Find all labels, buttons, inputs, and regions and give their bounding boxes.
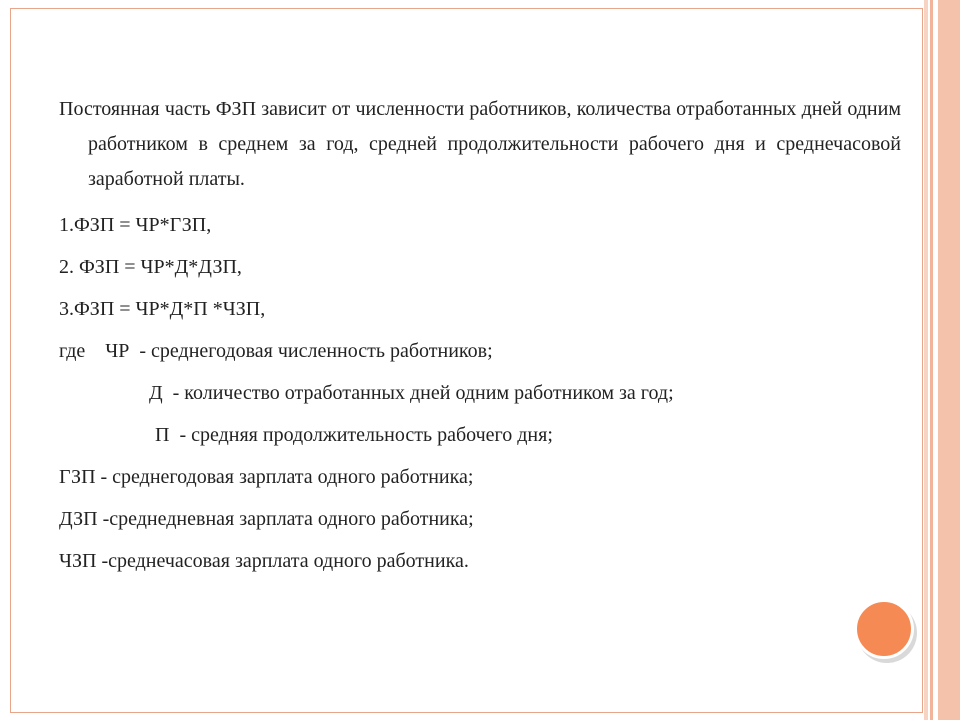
- formula-2: 2. ФЗП = ЧР*Д*ДЗП,: [59, 256, 242, 278]
- definition-p: П - средняя продолжительность рабочего дня;: [155, 424, 553, 446]
- stripe: [938, 0, 960, 720]
- definition-chzp: ЧЗП -среднечасовая зарплата одного работника.: [59, 550, 469, 572]
- decorative-stripes: [924, 0, 960, 720]
- definition-dzp: ДЗП -среднедневная зарплата одного работника;: [59, 508, 474, 530]
- intro-paragraph: Постоянная часть ФЗП зависит от численности работников, количества отработанных дней одним работником в среднем за год, средней продолжительности рабочего дня и среднечасовой заработной платы.: [59, 98, 901, 190]
- formula-1: 1.ФЗП = ЧР*ГЗП,: [59, 214, 212, 236]
- formula-3: 3.ФЗП = ЧР*Д*П *ЧЗП,: [59, 298, 266, 320]
- slide-body: [59, 92, 901, 582]
- decorative-circle-icon: [854, 599, 914, 659]
- definition-chr: где ЧР - среднегодовая численность работников;: [59, 340, 493, 362]
- definition-d: Д - количество отработанных дней одним работником за год;: [149, 382, 674, 404]
- definition-gzp: ГЗП - среднегодовая зарплата одного работника;: [59, 466, 474, 488]
